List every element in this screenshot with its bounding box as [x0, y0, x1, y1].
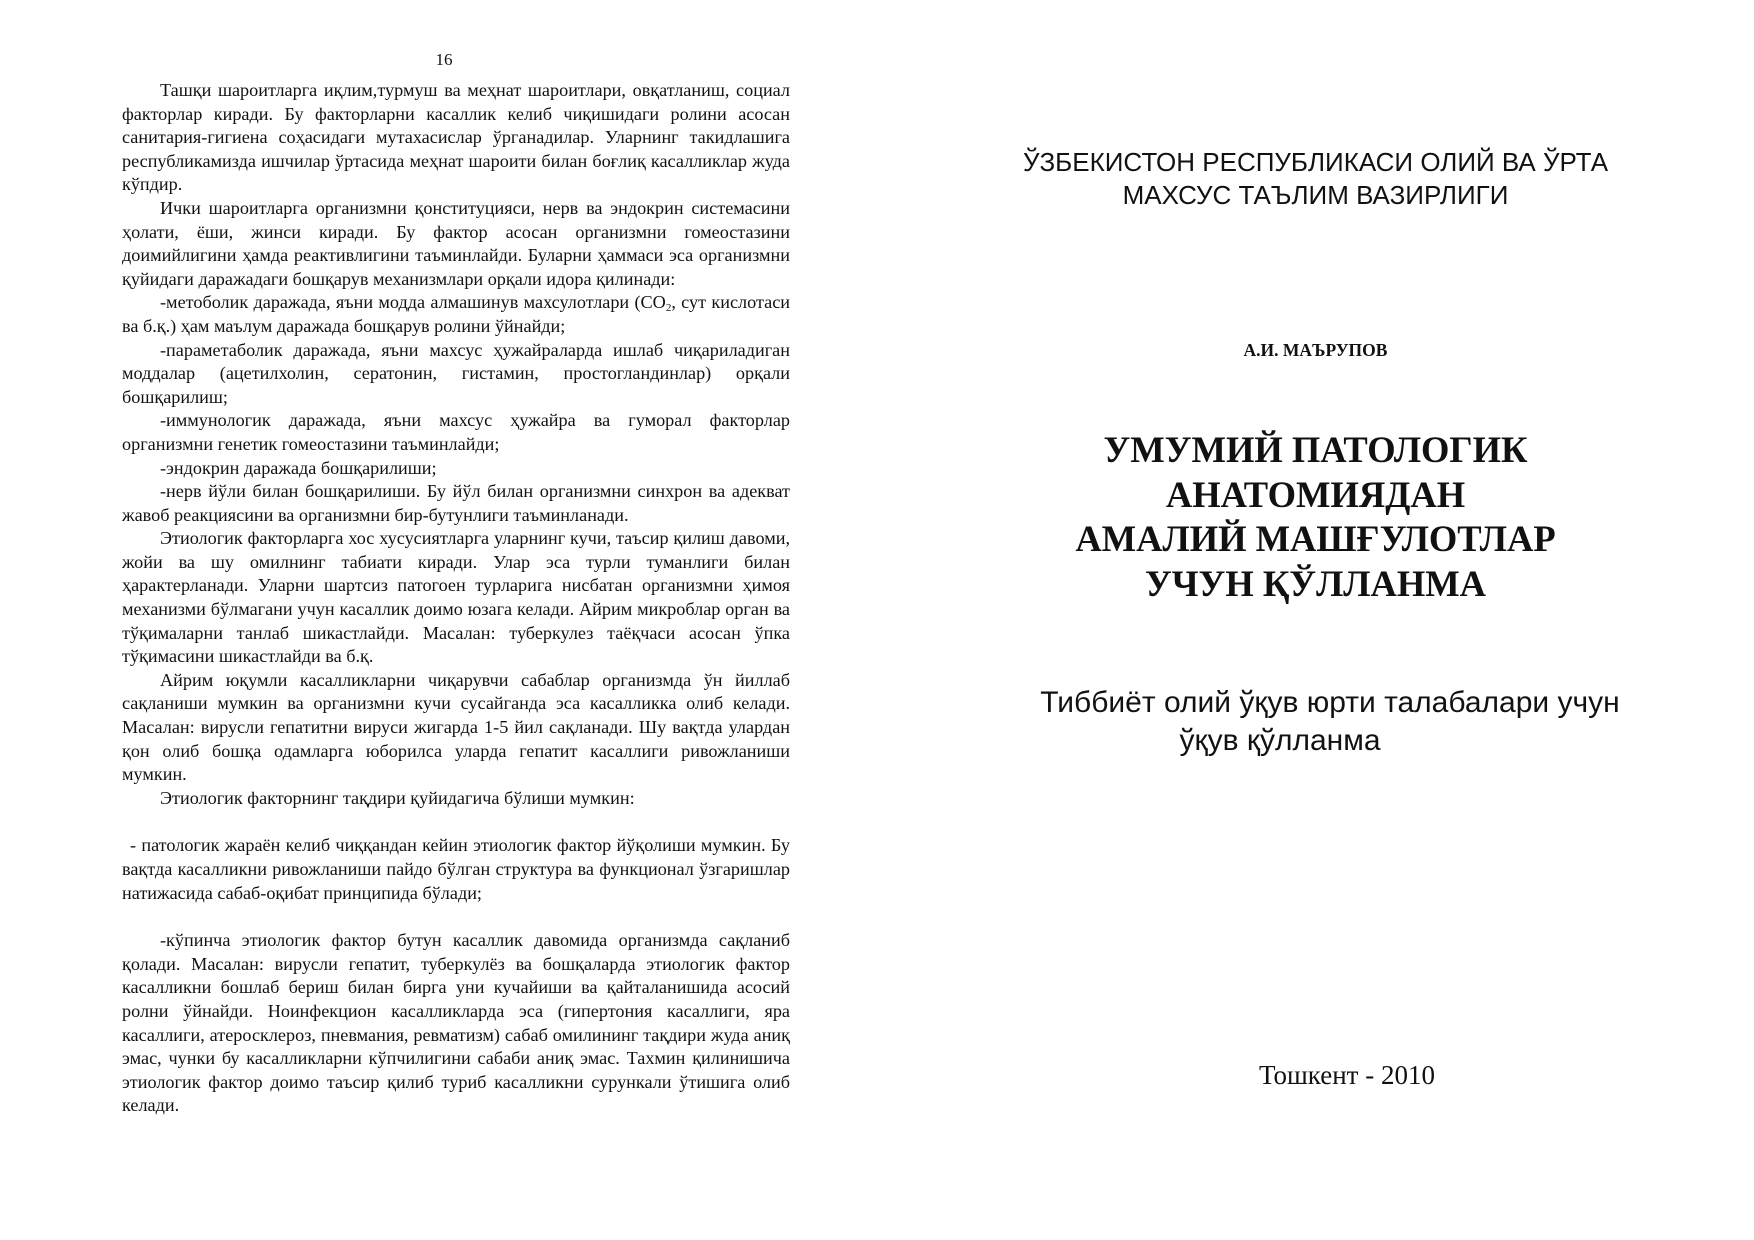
paragraph-factor-persists: -кўпинча этиологик фактор бутун касаллик давомида организмда сақланиб қолади. Масалан: вирусли гепатит, туберкулёз ва бошқаларда этиологик фактор касалликни бошлаб бериш билан бирга уни кучайиши ва қайталанишида асосий ролни ўйнайди. Ноинфекцион касалликларда эса (гипертония касаллиги, яра касаллиги, атеросклероз, пневмания, ревматизм) сабаб омилининг тақдири жуда аниқ эмас, чунки бу касалликларни кўпчилигини сабаби аниқ эмас. Тахмин қилинишича этиологик фактор доимо таъсир қилиб туриб касалликни сурункали ўтишига олиб келади. [122, 930, 790, 1116]
book-title [877, 428, 1754, 606]
paragraph-infectious-causes: Айрим юқумли касалликларни чиқарувчи сабаблар организмда ўн йиллаб сақланиши мумкин ва организмни кучи сусайганда эса касалликка олиб келади. Масалан: вирусли гепатитни вируси жигарда 1-5 йил сақланади. Шу вақтда улардан қон олиб бошқа одамларга юборилса уларда гепатит касаллиги ривожланиши мумкин. [122, 669, 790, 785]
paragraph-internal-conditions: Ички шароитларга организмни қонституцияси, нерв ва эндокрин системасини ҳолати, ёши, жинси киради. Бу фактор асосан организмни гомеостазини доимийлигини ҳамда реактивлигини таъминлайди. Буларни ҳаммаси эса организмни қуйидаги даражадаги бошқарув механизмлари орқали идора қилинади: [122, 197, 790, 289]
title-line: АНАТОМИЯДАН [1165, 473, 1466, 515]
paragraph-immunologic-level: -иммунологик даражада, яъни махсус ҳужайра ва гуморал факторлар организмни генетик гомеостазини таъминлайди; [122, 410, 790, 454]
title-page [877, 0, 1754, 1240]
audience-line: Тиббиёт олий ўқув юрти талабалари учун [1040, 686, 1620, 719]
ministry-line: МАХСУС ТАЪЛИМ ВАЗИРЛИГИ [1122, 180, 1509, 210]
paragraph-metabolic-level [122, 291, 790, 338]
title-line: АМАЛИЙ МАШҒУЛОТЛАР [1075, 518, 1556, 559]
audience-line: ўқув қўлланма [1179, 724, 1381, 757]
metabolic-text-tail: , сут кислотаси ва б.қ.) ҳам маълум даражада бошқарув ролини ўйнайди; [122, 292, 790, 336]
metabolic-text: -метоболик даражада, яъни модда алмашинув махсулотлари (СО [160, 292, 666, 313]
ministry-heading [877, 146, 1754, 212]
author-name: А.И. МАЪРУПОВ [1243, 340, 1388, 360]
paragraph-external-conditions: Ташқи шароитларга иқлим,турмуш ва меҳнат шароитлари, овқатланиш, социал факторлар киради. Бу факторларни касаллик келиб чиқишидаги ролини асосан санитария-гигиена соҳасидаги мутахасислар ўрганадилар. Уларнинг такидлашига республикамизда ишчилар ўртасида меҳнат шароити билан боғлиқ касалликлар жуда кўпдир. [122, 80, 790, 195]
paragraph-parametabolic-level: -параметаболик даражада, яъни махсус ҳужайраларда ишлаб чиқариладиган моддалар (ацетилхолин, сератонин, гистамин, простогландинлар) орқали бошқарилиш; [122, 339, 790, 407]
title-line: УМУМИЙ ПАТОЛОГИК [1103, 429, 1528, 470]
paragraph-factor-disappears: - патологик жараён келиб чиққандан кейин этиологик фактор йўқолиши мумкин. Бу вақтда касалликни ривожланиши пайдо бўлган структура ва функционал ўзгаришлар натижасида сабаб-оқибат принципида бўлади; [122, 835, 790, 903]
paragraph-nervous-pathway: -нерв йўли билан бошқарилиши. Бу йўл билан организмни синхрон ва адекват жавоб реакциясини ва организмни бир-бутунлиги таъминланади. [122, 481, 790, 525]
audience-subtitle [985, 684, 1675, 760]
paragraph-etiologic-factors: Этиологик факторларга хос хусусиятларга уларнинг кучи, таъсир қилиш давоми, жойи ва шу омилнинг табиати киради. Улар эса турли туманлиги билан ҳарактерланади. Уларни шартсиз патогоен турларига нисбатан организмни ҳимоя механизми бўлмагани учун касаллик доимо юзага келади. Айрим микроблар орган ва тўқималарни танлаб шикастлайди. Масалан: туберкулез таёқчаси асосан ўпка тўқимасини шикастлайди ва б.қ. [122, 528, 790, 667]
paragraph-factor-fate-intro: Этиологик факторнинг тақдири қуйидагича бўлиши мумкин: [160, 787, 635, 808]
title-line: УЧУН ҚЎЛЛАНМА [1144, 562, 1487, 604]
co2-subscript: 2 [665, 302, 672, 315]
body-text [122, 79, 790, 1118]
place-and-year: Тошкент - 2010 [1259, 1060, 1435, 1090]
paragraph-endocrine-level: -эндокрин даражада бошқарилиши; [160, 457, 437, 478]
ministry-line: ЎЗБЕКИСТОН РЕСПУБЛИКАСИ ОЛИЙ ВА ЎРТА [1022, 147, 1609, 177]
page-number: 16 [435, 50, 453, 69]
